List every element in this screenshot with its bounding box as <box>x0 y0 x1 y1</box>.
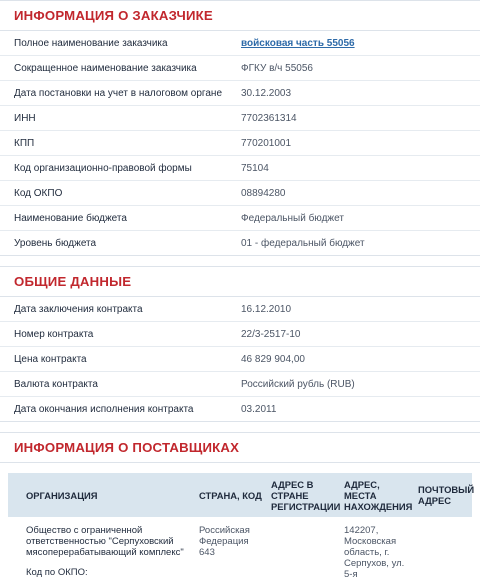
kv-value: 16.12.2010 <box>241 303 292 315</box>
kv-row-okpo <box>0 181 480 206</box>
kv-row-short-name <box>0 56 480 81</box>
table-row <box>8 517 472 580</box>
customer-info-section <box>0 0 480 256</box>
suppliers-title: ИНФОРМАЦИЯ О ПОСТАВЩИКАХ <box>0 433 480 463</box>
kv-row-contract-date <box>0 297 480 322</box>
suppliers-table <box>0 463 480 580</box>
kv-row-contract-end-date <box>0 397 480 421</box>
column-header-country: СТРАНА, КОД <box>199 489 262 501</box>
cell-location: 142207, Московская область, г. Серпухов, ул. 5-я <box>344 525 405 580</box>
kv-value: 01 - федеральный бюджет <box>241 237 365 249</box>
kv-label: Сокращенное наименование заказчика <box>14 62 197 74</box>
kv-value: ФГКУ в/ч 55056 <box>241 62 313 74</box>
kv-row-legal-form <box>0 156 480 181</box>
column-header-reg-address: АДРЕС В СТРАНЕ РЕГИСТРАЦИИ <box>271 478 341 512</box>
general-data-section <box>0 266 480 422</box>
cell-country: Российская Федерация 643 <box>199 525 250 558</box>
kv-row-kpp <box>0 131 480 156</box>
kv-label: Код ОКПО <box>14 187 63 199</box>
column-header-location: АДРЕС, МЕСТА НАХОЖДЕНИЯ <box>344 478 413 512</box>
kv-label: Полное наименование заказчика <box>14 37 168 49</box>
kv-value: 7702361314 <box>241 112 297 124</box>
column-header-postal: ПОЧТОВЫЙ АДРЕС <box>418 484 475 506</box>
kv-value: 770201001 <box>241 137 292 149</box>
kv-row-contract-currency <box>0 372 480 397</box>
kv-row-full-name <box>0 31 480 56</box>
kv-value: 08894280 <box>241 187 286 199</box>
kv-label: Дата окончания исполнения контракта <box>14 403 194 415</box>
customer-info-title: ИНФОРМАЦИЯ О ЗАКАЗЧИКЕ <box>0 1 480 31</box>
kv-value: 22/3-2517-10 <box>241 328 301 340</box>
okpo-label: Код по ОКПО: <box>26 567 88 578</box>
kv-row-contract-number <box>0 322 480 347</box>
kv-label: Дата постановки на учет в налоговом органе <box>14 87 223 99</box>
kv-value: Федеральный бюджет <box>241 212 344 224</box>
kv-label: Валюта контракта <box>14 378 98 390</box>
kv-label: ИНН <box>14 112 36 124</box>
column-header-organization: ОРГАНИЗАЦИЯ <box>26 489 98 501</box>
kv-label: КПП <box>14 137 35 149</box>
kv-row-budget-level <box>0 231 480 255</box>
kv-value: 03.2011 <box>241 403 277 415</box>
kv-label: Цена контракта <box>14 353 87 365</box>
kv-row-inn <box>0 106 480 131</box>
kv-value: Российский рубль (RUB) <box>241 378 355 390</box>
kv-label: Уровень бюджета <box>14 237 97 249</box>
table-header <box>8 473 475 517</box>
organization-name: Общество с ограниченной ответственностью "Серпуховский мясоперерабатывающий комплекс" <box>26 525 184 558</box>
kv-row-budget-name <box>0 206 480 231</box>
kv-value: 46 829 904,00 <box>241 353 305 365</box>
kv-label: Наименование бюджета <box>14 212 127 224</box>
cell-organization <box>8 525 199 578</box>
kv-label: Номер контракта <box>14 328 94 340</box>
kv-row-contract-price <box>0 347 480 372</box>
customer-full-name-link[interactable]: войсковая часть 55056 <box>241 37 355 49</box>
suppliers-section <box>0 432 480 580</box>
kv-value: 75104 <box>241 162 269 174</box>
general-data-title: ОБЩИЕ ДАННЫЕ <box>0 267 480 297</box>
kv-value: 30.12.2003 <box>241 87 292 99</box>
kv-label: Дата заключения контракта <box>14 303 143 315</box>
kv-row-tax-date <box>0 81 480 106</box>
kv-label: Код организационно-правовой формы <box>14 162 192 174</box>
